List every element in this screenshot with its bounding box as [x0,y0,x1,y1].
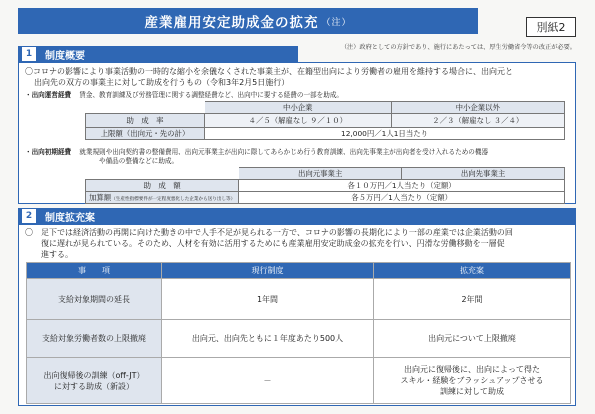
col-item: 事 項 [27,263,162,279]
subsidy-rate-label: 助 成 率 [86,114,205,128]
section1-header [18,46,298,62]
section2-intro-line3: 進する。 [41,250,73,259]
row2-current: 出向元、出向先ともに１年度あたり500人 [162,320,374,358]
row3-proposal-line3: 訓練に対して助成 [440,387,504,396]
section1-heading: 制度概要 [45,50,85,62]
table-row [27,358,571,404]
col-proposal: 拡充案 [374,263,571,279]
initial-cost-desc2: や備品の整備などに助成。 [99,157,179,165]
section1-intro-line1: 〇コロナの影響により事業活動の一時的な縮小を余儀なくされた事業主が、在籍型出向により労働者の雇用を維持する場合に、出向元と [25,67,513,76]
initial-cost-label: ・出向初期経費 [25,148,72,156]
title-text: 産業雇用安定助成金の拡充 [144,15,319,31]
row3-proposal [374,358,571,404]
subsidy-rate-non-sme: ２／３（解雇なし ３／４） [391,114,564,128]
row2-proposal: 出向元について上限撤廃 [374,320,571,358]
addition-label-note: （生産性指標要件が一定程度悪化した企業から送り出し等） [111,197,236,202]
section2-heading: 制度拡充案 [45,212,95,224]
addition-value: 各５万円／1人当たり（定額） [239,192,565,204]
running-cost-table [85,101,565,140]
section2-intro-line1: 〇 足下では経済活動の再開に向けた動きの中で人手不足が見られる一方で、コロナの影響の長期化により一部の産業では企業活動の回 [25,228,513,237]
section1-intro-line2: 出向先の双方の事業主に対して助成を行うもの（令和3年2月5日施行） [34,78,290,87]
header-destination: 出向先事業主 [402,168,565,180]
header-non-sme: 中小企業以外 [391,102,564,114]
header-sme: 中小企業 [205,102,392,114]
row1-proposal: 2年間 [374,279,571,320]
table-row [27,320,571,358]
section2-header [18,208,576,224]
table-row [27,279,571,320]
initial-cost-table [85,167,565,204]
row3-proposal-line1: 出向元に復帰後に、出向によって得た [404,365,540,374]
section1-number: 1 [21,46,37,62]
appendix-label: 別紙2 [526,17,576,37]
document-title [18,8,478,34]
expansion-table [26,262,571,404]
grant-amount-label: 助 成 額 [86,180,239,192]
row1-item: 支給対象期間の延長 [27,279,162,320]
cap-value: 12,000円／1人1日当たり [205,128,565,140]
addition-label: 加算額 [89,193,112,202]
section1-box [18,62,576,204]
row3-item [27,358,162,404]
section2-intro-line2: 復に遅れが見られている。そのため、人材を有効に活用するためにも産業雇用安定助成金の拡充を行い、円滑な労働移動を一層促 [41,239,505,248]
initial-cost-line [25,148,570,166]
running-cost-line [25,91,570,100]
section1-intro [25,66,570,88]
row3-proposal-line2: スキル・経験をブラッシュアップさせる [400,376,544,385]
row2-item: 支給対象労働者数の上限撤廃 [27,320,162,358]
grant-amount-value: 各１０万円／1人当たり（定額） [239,180,565,192]
row3-item-line1: 出向復帰後の訓練（off-JT） [43,370,145,380]
row3-item-line2: に対する助成（新設） [54,381,134,391]
subsidy-rate-sme: ４／５（解雇なし ９／１０） [205,114,392,128]
title-note: （注） [321,17,352,28]
running-cost-label: ・出向運営経費 [25,91,72,99]
section2-number: 2 [21,208,37,224]
col-current: 現行制度 [162,263,374,279]
initial-cost-desc1: 就業規則や出向契約書の整備費用、出向元事業主が出向に際してあらかじめ行う教育訓練、出向先事業主が出向者を受け入れるための機器 [79,148,489,156]
policy-note: （注）政府としての方針であり、施行にあたっては、厚生労働省令等の改正が必要。 [340,44,576,51]
addition-label-cell [86,192,239,204]
row1-current: 1年間 [162,279,374,320]
header-origin: 出向元事業主 [239,168,402,180]
section2-intro [25,227,570,260]
row3-current: － [162,358,374,404]
cap-label: 上限額（出向元・先の計） [86,128,205,140]
running-cost-desc: 賃金、教育訓練及び労務管理に関する調整経費など、出向中に要する経費の一部を助成。 [79,91,344,99]
